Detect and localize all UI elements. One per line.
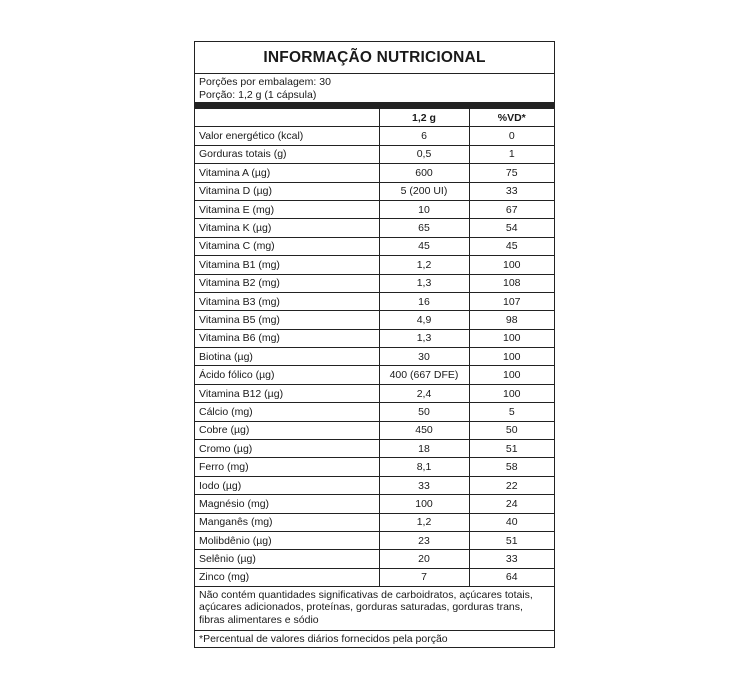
- table-row: [195, 200, 554, 218]
- nutrient-amount: 30: [379, 348, 469, 366]
- nutrient-amount: 50: [379, 403, 469, 421]
- table-row: [195, 531, 554, 549]
- nutrient-dv: 51: [469, 440, 554, 458]
- nutrient-amount: 18: [379, 440, 469, 458]
- nutrient-name: Cromo (µg): [195, 440, 379, 458]
- nutrient-name: Vitamina K (µg): [195, 219, 379, 237]
- nutrient-name: Vitamina B6 (mg): [195, 329, 379, 347]
- table-row: [195, 311, 554, 329]
- header-amount: 1,2 g: [379, 109, 469, 127]
- nutrient-amount: 10: [379, 200, 469, 218]
- nutrient-name: Manganês (mg): [195, 513, 379, 531]
- nutrient-amount: 1,3: [379, 274, 469, 292]
- nutrient-dv: 98: [469, 311, 554, 329]
- nutrient-name: Vitamina B3 (mg): [195, 292, 379, 310]
- nutrient-amount: 0,5: [379, 145, 469, 163]
- table-row: [195, 127, 554, 145]
- table-row: [195, 458, 554, 476]
- nutrient-dv: 33: [469, 182, 554, 200]
- nutrient-dv: 0: [469, 127, 554, 145]
- nutrient-name: Ácido fólico (µg): [195, 366, 379, 384]
- table-row: [195, 164, 554, 182]
- nutrient-amount: 65: [379, 219, 469, 237]
- table-row: [195, 476, 554, 494]
- nutrient-dv: 50: [469, 421, 554, 439]
- nutrient-name: Iodo (µg): [195, 476, 379, 494]
- nutrient-name: Ferro (mg): [195, 458, 379, 476]
- table-row: [195, 145, 554, 163]
- nutrient-amount: 400 (667 DFE): [379, 366, 469, 384]
- table-row: [195, 274, 554, 292]
- nutrient-dv: 54: [469, 219, 554, 237]
- nutrient-name: Valor energético (kcal): [195, 127, 379, 145]
- nutrient-name: Biotina (µg): [195, 348, 379, 366]
- nutrient-dv: 108: [469, 274, 554, 292]
- nutrient-name: Vitamina B5 (mg): [195, 311, 379, 329]
- nutrient-dv: 1: [469, 145, 554, 163]
- nutrition-table: [195, 109, 554, 587]
- nutrient-name: Molibdênio (µg): [195, 531, 379, 549]
- nutrient-name: Cálcio (mg): [195, 403, 379, 421]
- nutrient-amount: 2,4: [379, 384, 469, 402]
- nutrient-amount: 4,9: [379, 311, 469, 329]
- nutrient-name: Vitamina D (µg): [195, 182, 379, 200]
- nutrient-name: Vitamina B1 (mg): [195, 256, 379, 274]
- nutrient-amount: 7: [379, 568, 469, 586]
- nutrient-dv: 75: [469, 164, 554, 182]
- nutrient-dv: 22: [469, 476, 554, 494]
- serving-info: [195, 74, 554, 102]
- nutrient-dv: 100: [469, 366, 554, 384]
- label-title: INFORMAÇÃO NUTRICIONAL: [195, 42, 554, 74]
- table-row: [195, 568, 554, 586]
- table-row: [195, 550, 554, 568]
- nutrient-amount: 20: [379, 550, 469, 568]
- table-row: [195, 440, 554, 458]
- table-header-row: [195, 109, 554, 127]
- nutrient-dv: 64: [469, 568, 554, 586]
- nutrition-facts-label: [194, 41, 555, 648]
- table-row: [195, 421, 554, 439]
- nutrient-dv: 5: [469, 403, 554, 421]
- nutrient-dv: 100: [469, 384, 554, 402]
- nutrient-dv: 100: [469, 256, 554, 274]
- servings-per-package: Porções por embalagem: 30: [199, 76, 331, 88]
- nutrient-name: Gorduras totais (g): [195, 145, 379, 163]
- nutrient-dv: 33: [469, 550, 554, 568]
- nutrient-amount: 8,1: [379, 458, 469, 476]
- nutrient-name: Magnésio (mg): [195, 495, 379, 513]
- nutrient-dv: 67: [469, 200, 554, 218]
- table-row: [195, 513, 554, 531]
- nutrient-amount: 45: [379, 237, 469, 255]
- nutrient-name: Vitamina B12 (µg): [195, 384, 379, 402]
- nutrient-name: Vitamina C (mg): [195, 237, 379, 255]
- table-row: [195, 329, 554, 347]
- nutrient-dv: 107: [469, 292, 554, 310]
- nutrient-amount: 16: [379, 292, 469, 310]
- header-nutrient: [195, 109, 379, 127]
- serving-size: Porção: 1,2 g (1 cápsula): [199, 88, 317, 101]
- nutrient-name: Zinco (mg): [195, 568, 379, 586]
- nutrient-dv: 58: [469, 458, 554, 476]
- nutrient-name: Vitamina E (mg): [195, 200, 379, 218]
- footnote-daily-values: *Percentual de valores diários fornecidos pela porção: [199, 633, 448, 646]
- nutrient-dv: 24: [469, 495, 554, 513]
- nutrient-dv: 40: [469, 513, 554, 531]
- nutrient-amount: 6: [379, 127, 469, 145]
- nutrient-amount: 1,2: [379, 513, 469, 531]
- nutrient-name: Selênio (µg): [195, 550, 379, 568]
- table-row: [195, 292, 554, 310]
- header-dv: %VD*: [469, 109, 554, 127]
- footnote-not-significant: Não contém quantidades significativas de carboidratos, açúcares totais, açúcares adicionados, proteínas, gorduras saturadas, gorduras trans, fibras alimentares e sódio: [195, 587, 554, 631]
- table-row: [195, 237, 554, 255]
- nutrient-amount: 450: [379, 421, 469, 439]
- nutrient-amount: 1,2: [379, 256, 469, 274]
- nutrient-name: Vitamina A (µg): [195, 164, 379, 182]
- table-row: [195, 348, 554, 366]
- table-row: [195, 384, 554, 402]
- table-row: [195, 256, 554, 274]
- table-row: [195, 366, 554, 384]
- nutrient-amount: 100: [379, 495, 469, 513]
- nutrient-dv: 100: [469, 348, 554, 366]
- divider-bar: [195, 102, 554, 109]
- table-row: [195, 495, 554, 513]
- table-row: [195, 219, 554, 237]
- nutrient-dv: 45: [469, 237, 554, 255]
- table-row: [195, 403, 554, 421]
- nutrient-amount: 33: [379, 476, 469, 494]
- nutrient-amount: 1,3: [379, 329, 469, 347]
- nutrient-amount: 600: [379, 164, 469, 182]
- nutrient-dv: 100: [469, 329, 554, 347]
- nutrient-dv: 51: [469, 531, 554, 549]
- nutrient-amount: 5 (200 UI): [379, 182, 469, 200]
- nutrient-name: Cobre (µg): [195, 421, 379, 439]
- nutrient-amount: 23: [379, 531, 469, 549]
- table-row: [195, 182, 554, 200]
- nutrient-name: Vitamina B2 (mg): [195, 274, 379, 292]
